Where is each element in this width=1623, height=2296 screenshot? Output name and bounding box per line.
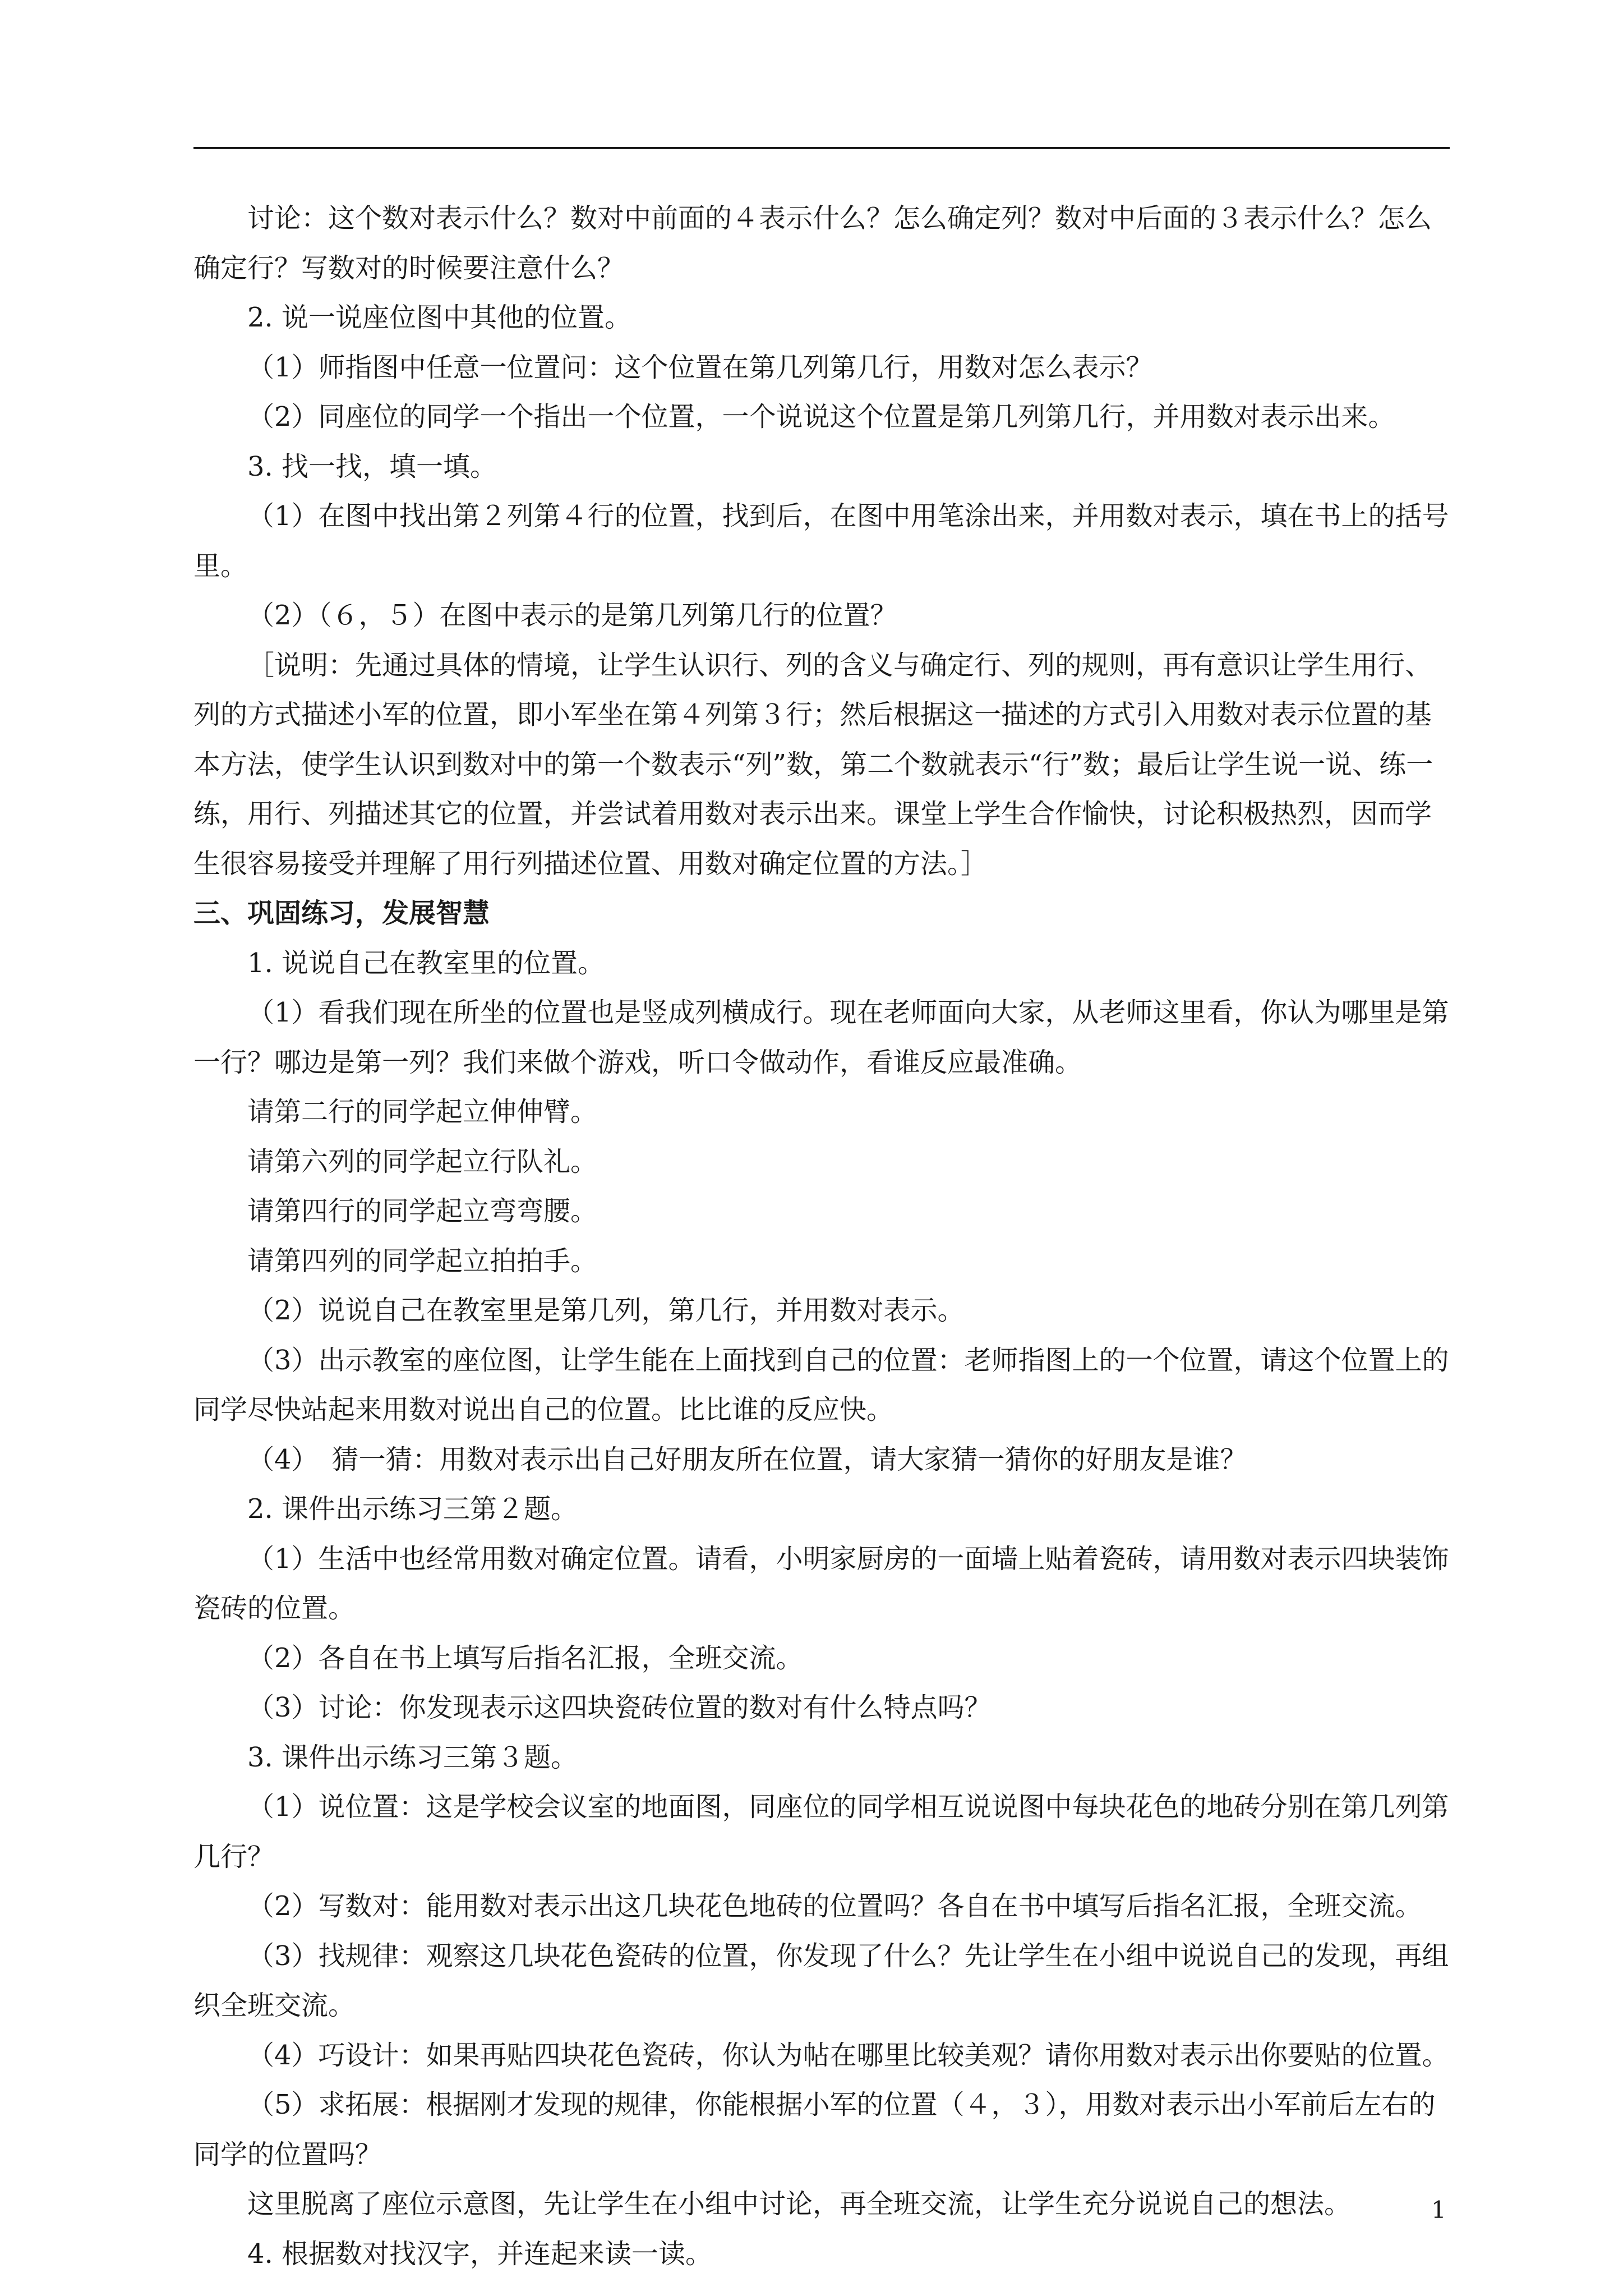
- paragraph-command: 请第二行的同学起立伸伸臂。: [247, 1096, 598, 1128]
- paragraph-item-1: 1. 说说自己在教室里的位置。: [247, 947, 605, 979]
- paragraph-command: 请第四列的同学起立拍拍手。: [247, 1245, 598, 1277]
- paragraph-sub-item: （1）在图中找出第２列第４行的位置，找到后，在图中用笔涂出来，并用数对表示，填在书上的括号里。: [193, 500, 1449, 582]
- paragraph-discussion-questions: 讨论：这个数对表示什么？数对中前面的４表示什么？怎么确定列？数对中后面的３表示什么？怎么确定行？写数对的时候要注意什么？: [193, 203, 1432, 284]
- paragraph-sub-item: （2）同座位的同学一个指出一个位置，一个说说这个位置是第几列第几行，并用数对表示出来。: [247, 401, 1395, 432]
- paragraph-command: 请第六列的同学起立行队礼。: [247, 1145, 598, 1177]
- paragraph-item-3: 3. 找一找，填一填。: [247, 450, 497, 482]
- paragraph-item-2: 2. 课件出示练习三第２题。: [247, 1493, 578, 1525]
- paragraph-note: 这里脱离了座位示意图，先让学生在小组中讨论，再全班交流，让学生充分说说自己的想法。: [247, 2188, 1352, 2220]
- section-heading: 三、巩固练习，发展智慧: [193, 898, 490, 929]
- paragraph-sub-item: （2）（６，５）在图中表示的是第几列第几行的位置？: [247, 600, 897, 631]
- paragraph-command: 请第四行的同学起立弯弯腰。: [247, 1195, 598, 1227]
- paragraph-sub-item: （1）生活中也经常用数对确定位置。请看，小明家厨房的一面墙上贴着瓷砖，请用数对表示四块装饰瓷砖的位置。: [193, 1543, 1449, 1624]
- document-body: [193, 194, 1450, 2279]
- paragraph-sub-item: （4）巧设计：如果再贴四块花色瓷砖，你认为帖在哪里比较美观？请你用数对表示出你要贴的位置。: [247, 2039, 1449, 2071]
- page-number: 1: [1431, 2196, 1446, 2224]
- paragraph-item-3: 3. 课件出示练习三第３题。: [247, 1741, 578, 1773]
- paragraph-sub-item: （1）看我们现在所坐的位置也是竖成列横成行。现在老师面向大家，从老师这里看，你认为哪里是第一行？哪边是第一列？我们来做个游戏，听口令做动作，看谁反应最准确。: [193, 997, 1449, 1078]
- paragraph-sub-item: （3）出示教室的座位图，让学生能在上面找到自己的位置：老师指图上的一个位置，请这个位置上的同学尽快站起来用数对说出自己的位置。比比谁的反应快。: [193, 1344, 1449, 1425]
- paragraph-sub-item: （3）讨论：你发现表示这四块瓷砖位置的数对有什么特点吗？: [247, 1692, 992, 1723]
- header-rule: [193, 147, 1450, 149]
- paragraph-sub-item: （3）找规律：观察这几块花色瓷砖的位置，你发现了什么？先让学生在小组中说说自己的发现，再组织全班交流。: [193, 1940, 1449, 2021]
- paragraph-sub-item: （2）写数对：能用数对表示出这几块花色地砖的位置吗？各自在书中填写后指名汇报，全班交流。: [247, 1890, 1422, 1922]
- paragraph-sub-item: （1）师指图中任意一位置问：这个位置在第几列第几行，用数对怎么表示？: [247, 351, 1153, 383]
- paragraph-sub-item: （2）各自在书上填写后指名汇报，全班交流。: [247, 1642, 803, 1674]
- paragraph-item-2: 2. 说一说座位图中其他的位置。: [247, 302, 632, 333]
- paragraph-explanation-note: ［说明：先通过具体的情境，让学生认识行、列的含义与确定行、列的规则，再有意识让学生用行、列的方式描述小军的位置，即小军坐在第４列第３行；然后根据这一描述的方式引入用数对表示位置的基本方法，使学生认识到数对中的第一个数表示“列”数，第二个数就表示“行”数；最后让学生说一说、练一练，用行、列描述其它的位置，并尝试着用数对表示出来。课堂上学生合作愉快，讨论积极热烈，因而学生很容易接受并理解了用行列描述位置、用数对确定位置的方法。］: [193, 649, 1433, 880]
- paragraph-sub-item: （2）说说自己在教室里是第几列，第几行，并用数对表示。: [247, 1295, 965, 1326]
- paragraph-sub-item: （1）说位置：这是学校会议室的地面图，同座位的同学相互说说图中每块花色的地砖分别在第几列第几行？: [193, 1791, 1449, 1872]
- paragraph-sub-item: （4） 猜一猜：用数对表示出自己好朋友所在位置，请大家猜一猜你的好朋友是谁？: [247, 1443, 1247, 1475]
- paragraph-item-4: 4. 根据数对找汉字，并连起来读一读。: [247, 2238, 713, 2270]
- paragraph-sub-item: （5）求拓展：根据刚才发现的规律，你能根据小军的位置（４，３），用数对表示出小军前后左右的同学的位置吗？: [193, 2089, 1436, 2170]
